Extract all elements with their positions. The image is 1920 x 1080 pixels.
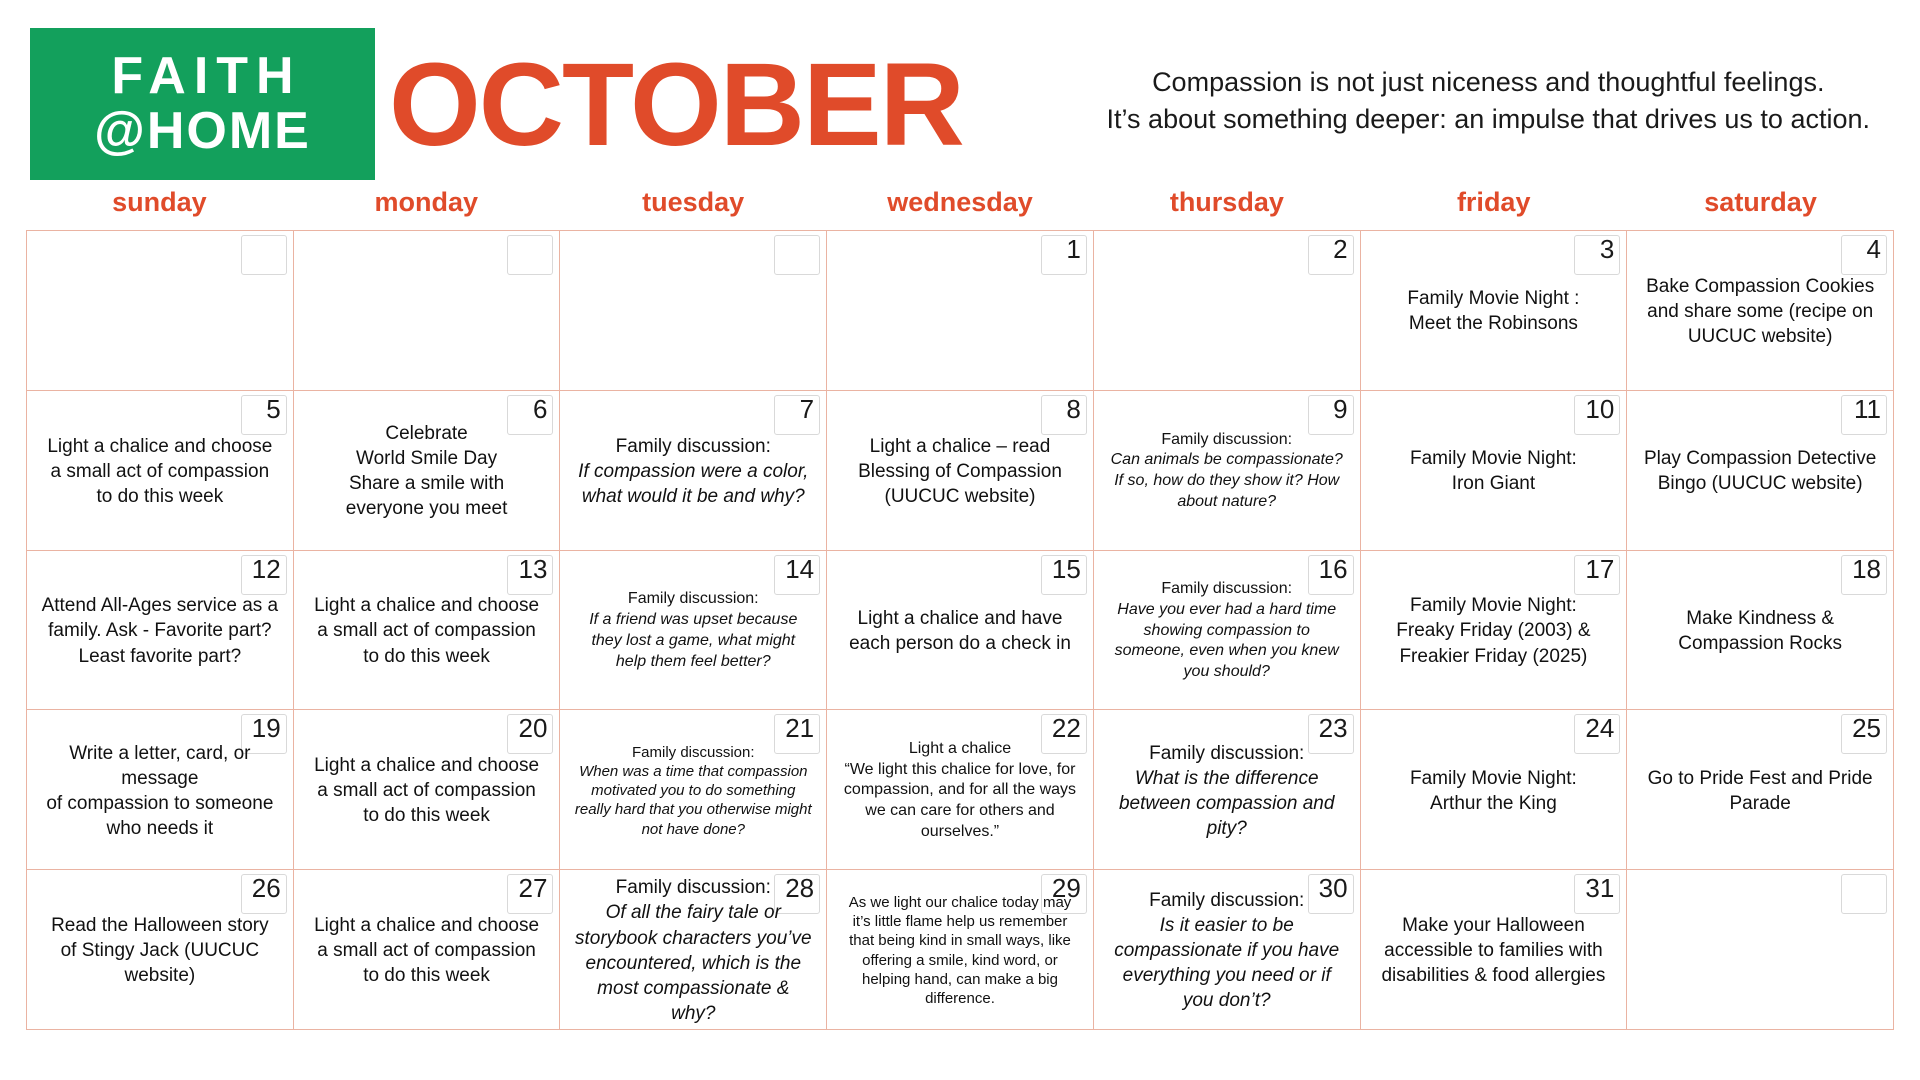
discussion-prompt: Is it easier to be compassionate if you have everything you need or if you don’t?	[1114, 914, 1340, 1012]
calendar-day-7[interactable]	[560, 391, 827, 551]
calendar-day-1[interactable]	[827, 231, 1094, 391]
weekday-wednesday: wednesday	[887, 187, 1033, 217]
activity-line: Family discussion:	[1161, 430, 1293, 448]
day-activity-text	[306, 419, 548, 523]
day-number	[1841, 874, 1887, 914]
activity-line: Family discussion:	[615, 435, 771, 457]
activity-line: Family Movie Night:	[1410, 595, 1577, 617]
day-number: 27	[507, 874, 553, 914]
day-number: 13	[507, 555, 553, 595]
day-number: 23	[1308, 714, 1354, 754]
day-number: 19	[241, 714, 287, 754]
calendar-day-16[interactable]	[1094, 551, 1361, 711]
activity-line: Share a smile with everyone you meet	[345, 473, 508, 520]
day-number: 16	[1308, 555, 1354, 595]
day-number: 11	[1841, 395, 1887, 435]
calendar-day-2[interactable]	[1094, 231, 1361, 391]
day-number: 21	[774, 714, 820, 754]
calendar-day-empty[interactable]	[1627, 870, 1894, 1030]
day-number: 6	[507, 395, 553, 435]
calendar-day-31[interactable]	[1361, 870, 1628, 1030]
calendar-day-3[interactable]	[1361, 231, 1628, 391]
day-activity-text	[306, 911, 548, 990]
day-number: 8	[1041, 395, 1087, 435]
day-number: 17	[1574, 555, 1620, 595]
day-number	[774, 235, 820, 275]
activity-line: Family discussion:	[615, 877, 771, 899]
weekday-tuesday: tuesday	[642, 187, 745, 217]
day-number	[507, 235, 553, 275]
discussion-prompt: If a friend was upset because they lost a game, what might help them feel better?	[589, 611, 798, 670]
day-number	[241, 235, 287, 275]
calendar-day-12[interactable]	[27, 551, 294, 711]
calendar-day-17[interactable]	[1361, 551, 1628, 711]
day-number: 15	[1041, 555, 1087, 595]
calendar-day-23[interactable]	[1094, 710, 1361, 870]
activity-line: Light a chalice and choose a small act of compassion to do this week	[314, 595, 540, 667]
activity-line: Bake Compassion Cookies and share some (recipe on UUCUC website)	[1646, 275, 1875, 347]
activity-line: Freaky Friday (2003) & Freakier Friday (2025)	[1396, 620, 1591, 667]
discussion-prompt: If compassion were a color, what would it be and why?	[578, 460, 809, 507]
day-number: 22	[1041, 714, 1087, 754]
logo-line-faith: FAITH	[111, 47, 302, 106]
day-number: 7	[774, 395, 820, 435]
calendar-day-25[interactable]	[1627, 710, 1894, 870]
weekday-sunday: sunday	[112, 187, 207, 217]
calendar-grid	[26, 230, 1894, 1030]
day-activity-text	[1373, 444, 1615, 498]
calendar-day-30[interactable]	[1094, 870, 1361, 1030]
activity-line: “We light this chalice for love, for compassion, and for all the ways we can care for others and ourselves.”	[843, 760, 1077, 840]
day-activity-text	[1106, 428, 1348, 515]
day-number: 2	[1308, 235, 1354, 275]
day-activity-text	[306, 751, 548, 830]
activity-line: Family discussion:	[632, 743, 755, 761]
calendar-day-18[interactable]	[1627, 551, 1894, 711]
activity-line: Arthur the King	[1430, 792, 1557, 814]
calendar-day-11[interactable]	[1627, 391, 1894, 551]
day-number: 9	[1308, 395, 1354, 435]
tagline-line-1: Compassion is not just niceness and thoughtful feelings.	[1152, 67, 1825, 97]
weekday-saturday: saturday	[1704, 187, 1817, 217]
activity-line: Light a chalice	[908, 739, 1012, 757]
tagline-line-2: It’s about something deeper: an impulse that drives us to action.	[1106, 104, 1870, 135]
day-activity-text	[39, 591, 281, 670]
day-number: 24	[1574, 714, 1620, 754]
activity-line: Write a letter, card, or message	[69, 742, 251, 789]
day-activity-text	[572, 587, 814, 674]
day-activity-text	[839, 891, 1081, 1010]
day-number: 1	[1041, 235, 1087, 275]
activity-line: Light a chalice and choose a small act of compassion to do this week	[47, 435, 273, 507]
activity-line: Family Movie Night :	[1407, 288, 1580, 310]
day-number: 31	[1574, 874, 1620, 914]
calendar-day-5[interactable]	[27, 391, 294, 551]
activity-line: Light a chalice and choose a small act of compassion to do this week	[314, 755, 540, 827]
calendar-day-14[interactable]	[560, 551, 827, 711]
calendar-day-6[interactable]	[294, 391, 561, 551]
day-activity-text	[39, 432, 281, 511]
activity-line: Make Kindness & Compassion Rocks	[1678, 607, 1842, 654]
logo-line-at-home: @HOME	[94, 102, 311, 160]
day-number: 3	[1574, 235, 1620, 275]
activity-line: Light a chalice – read Blessing of Compassion (UUCUC website)	[858, 435, 1062, 507]
day-activity-text	[1106, 886, 1348, 1015]
calendar-day-15[interactable]	[827, 551, 1094, 711]
day-number: 20	[507, 714, 553, 754]
activity-line: Attend All-Ages service as a family. Ask - Favorite part? Least favorite part?	[41, 595, 279, 667]
discussion-prompt: Of all the fairy tale or storybook characters you’ve encountered, which is the most compassionate & why?	[575, 902, 812, 1024]
day-number: 25	[1841, 714, 1887, 754]
day-activity-text	[1639, 764, 1881, 818]
day-activity-text	[839, 432, 1081, 511]
calendar-day-empty[interactable]	[560, 231, 827, 391]
activity-line: Light a chalice and have each person do a check in	[849, 607, 1071, 654]
activity-line: Family Movie Night:	[1410, 767, 1577, 789]
activity-line: Play Compassion Detective Bingo (UUCUC website)	[1643, 448, 1877, 495]
calendar-day-empty[interactable]	[294, 231, 561, 391]
day-activity-text	[1639, 272, 1881, 351]
calendar-day-empty[interactable]	[27, 231, 294, 391]
calendar-day-22[interactable]	[827, 710, 1094, 870]
activity-line: Celebrate	[385, 423, 468, 445]
day-activity-text	[1639, 444, 1881, 498]
activity-line: Read the Halloween story of Stingy Jack (UUCUC website)	[51, 914, 269, 987]
day-number: 30	[1308, 874, 1354, 914]
activity-line: Family discussion:	[627, 590, 759, 608]
day-activity-text	[572, 432, 814, 511]
discussion-prompt: Can animals be compassionate? If so, how do they show it? How about nature?	[1110, 451, 1343, 510]
day-activity-text	[839, 604, 1081, 658]
day-number: 28	[774, 874, 820, 914]
activity-line: Family discussion:	[1149, 889, 1305, 911]
calendar-day-29[interactable]	[827, 870, 1094, 1030]
day-number: 26	[241, 874, 287, 914]
day-activity-text	[39, 739, 281, 843]
day-activity-text	[1373, 284, 1615, 338]
calendar-day-27[interactable]	[294, 870, 561, 1030]
activity-line: Meet the Robinsons	[1408, 313, 1578, 335]
day-activity-text	[1639, 604, 1881, 658]
day-activity-text	[1106, 739, 1348, 843]
weekday-thursday: thursday	[1169, 187, 1284, 217]
day-activity-text	[572, 873, 814, 1027]
calendar-day-4[interactable]	[1627, 231, 1894, 391]
day-activity-text	[306, 591, 548, 670]
day-activity-text	[1373, 764, 1615, 818]
calendar-day-28[interactable]	[560, 870, 827, 1030]
day-number: 18	[1841, 555, 1887, 595]
day-activity-text	[1373, 591, 1615, 670]
activity-line: Light a chalice and choose a small act of compassion to do this week	[314, 914, 540, 987]
day-number: 29	[1041, 874, 1087, 914]
day-activity-text	[839, 737, 1081, 845]
day-number: 4	[1841, 235, 1887, 275]
page-title: OCTOBER	[389, 39, 963, 171]
activity-line: Family discussion:	[1161, 580, 1293, 597]
day-number: 10	[1574, 395, 1620, 435]
weekday-header-row	[0, 187, 1920, 230]
day-number: 14	[774, 555, 820, 595]
calendar-day-19[interactable]	[27, 710, 294, 870]
calendar-day-24[interactable]	[1361, 710, 1628, 870]
activity-line: Make your Halloween accessible to families with disabilities & food allergies	[1381, 914, 1606, 987]
activity-line: Go to Pride Fest and Pride Parade	[1647, 767, 1873, 814]
calendar-day-8[interactable]	[827, 391, 1094, 551]
calendar-day-9[interactable]	[1094, 391, 1361, 551]
tagline	[1107, 64, 1890, 139]
page-header	[0, 0, 1920, 195]
discussion-prompt: When was a time that compassion motivated you to do something really hard that you otherwise might not have done?	[574, 763, 812, 838]
day-activity-text	[39, 911, 281, 990]
discussion-prompt: What is the difference between compassion and pity?	[1118, 767, 1335, 839]
activity-line: Iron Giant	[1451, 473, 1536, 495]
day-activity-text	[572, 741, 814, 841]
discussion-prompt: Have you ever had a hard time showing compassion to someone, even when you knew you should?	[1114, 600, 1339, 681]
activity-line: Family discussion:	[1149, 742, 1305, 764]
calendar-day-21[interactable]	[560, 710, 827, 870]
calendar-day-26[interactable]	[27, 870, 294, 1030]
day-activity-text	[1106, 577, 1348, 685]
calendar-day-13[interactable]	[294, 551, 561, 711]
calendar-day-20[interactable]	[294, 710, 561, 870]
faith-at-home-logo	[30, 28, 375, 180]
day-number: 5	[241, 395, 287, 435]
weekday-friday: friday	[1456, 187, 1531, 217]
day-number: 12	[241, 555, 287, 595]
activity-line: World Smile Day	[355, 448, 498, 470]
activity-line: As we light our chalice today may it’s little flame help us remember that being kind in small ways, like offering a smile, kind word, or helping hand, can make a big difference.	[848, 894, 1072, 1007]
activity-line: Family Movie Night:	[1410, 448, 1577, 470]
calendar-day-10[interactable]	[1361, 391, 1628, 551]
activity-line: of compassion to someone who needs it	[46, 792, 274, 839]
day-activity-text	[1373, 911, 1615, 990]
weekday-monday: monday	[374, 187, 479, 217]
